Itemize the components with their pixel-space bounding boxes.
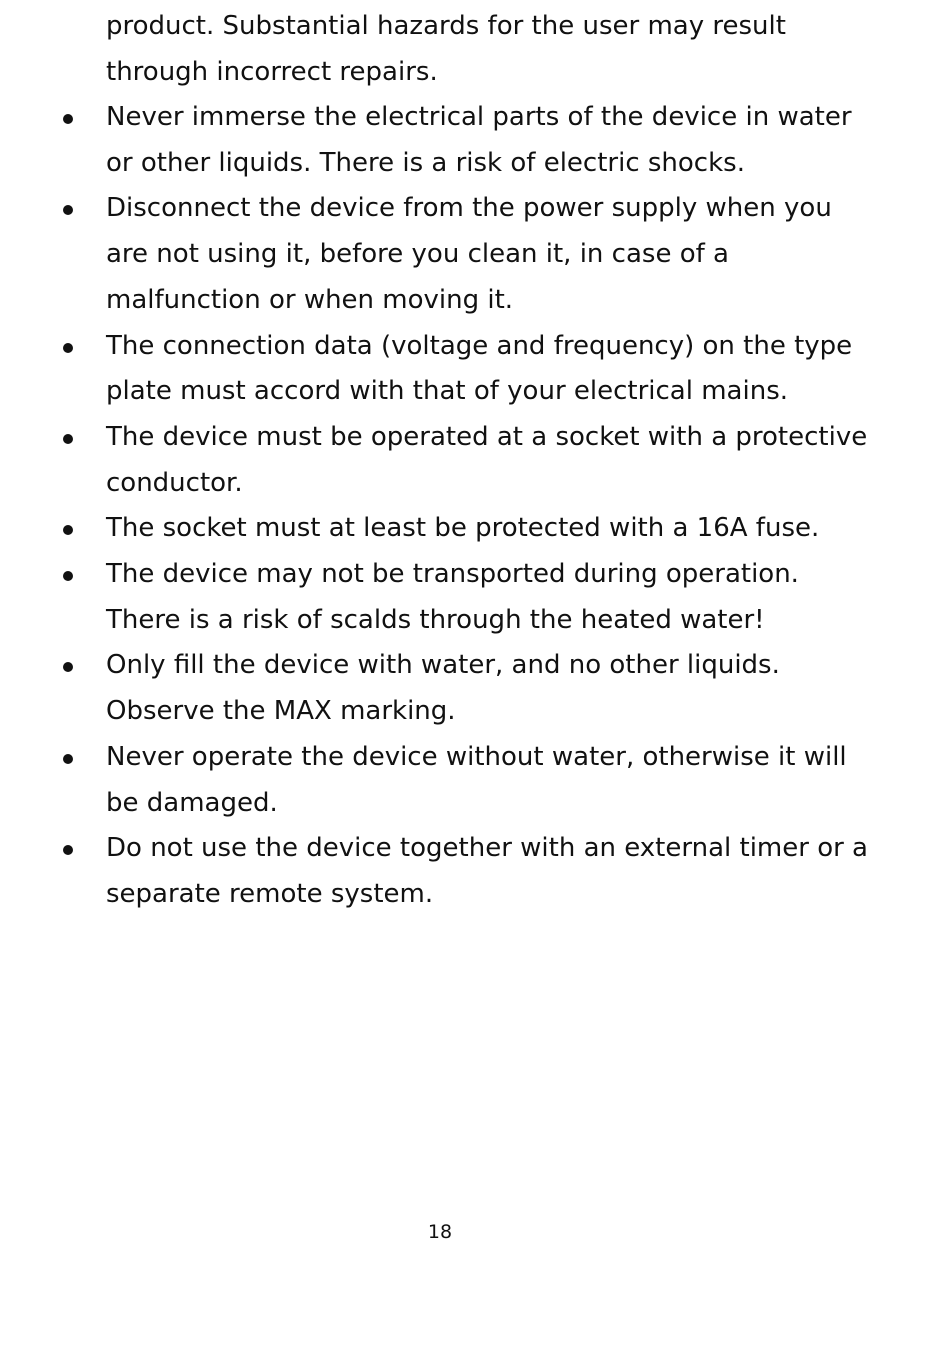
safety-bullet-item (0, 826, 876, 917)
safety-bullet-item (0, 552, 876, 643)
bullet-icon (63, 434, 73, 444)
bullet-icon (63, 662, 73, 672)
bullet-text: Never immerse the electrical parts of the device in water or other liquids. There is a risk of electric shocks. (106, 102, 852, 178)
bullet-icon (63, 114, 73, 124)
bullet-icon (63, 845, 73, 855)
bullet-text: The device must be operated at a socket with a protective conductor. (106, 421, 868, 498)
safety-bullet-item (0, 506, 876, 552)
safety-bullet-item (0, 735, 876, 826)
bullet-text: Do not use the device together with an external timer or a separate remote system. (106, 833, 868, 909)
bullet-text: Never operate the device without water, otherwise it will be damaged. (106, 741, 847, 818)
bullet-icon (63, 205, 73, 215)
bullet-text: Only fill the device with water, and no other liquids. Observe the MAX marking. (106, 650, 780, 727)
safety-bullet-item (0, 324, 876, 415)
bullet-icon (63, 343, 73, 353)
bullet-text: The connection data (voltage and frequency) on the type plate must accord with that of your electrical mains. (106, 330, 853, 407)
bullet-icon (63, 571, 73, 581)
page-number: 18 (427, 1221, 453, 1243)
safety-bullet-item (0, 95, 876, 186)
continuation-paragraph: product. Substantial hazards for the user may result through incorrect repairs. (106, 11, 786, 87)
safety-bullet-list (0, 95, 900, 918)
bullet-text: The device may not be transported during operation. There is a risk of scalds through the heated water! (106, 559, 799, 635)
safety-bullet-item (0, 415, 876, 506)
safety-bullet-item (0, 186, 876, 323)
safety-bullet-item (0, 643, 876, 734)
bullet-text: The socket must at least be protected with a 16A fuse. (106, 513, 820, 544)
bullet-icon (63, 754, 73, 764)
bullet-text: Disconnect the device from the power supply when you are not using it, before you clean it, in case of a malfunction or when moving it. (106, 193, 832, 315)
bullet-icon (63, 525, 73, 535)
